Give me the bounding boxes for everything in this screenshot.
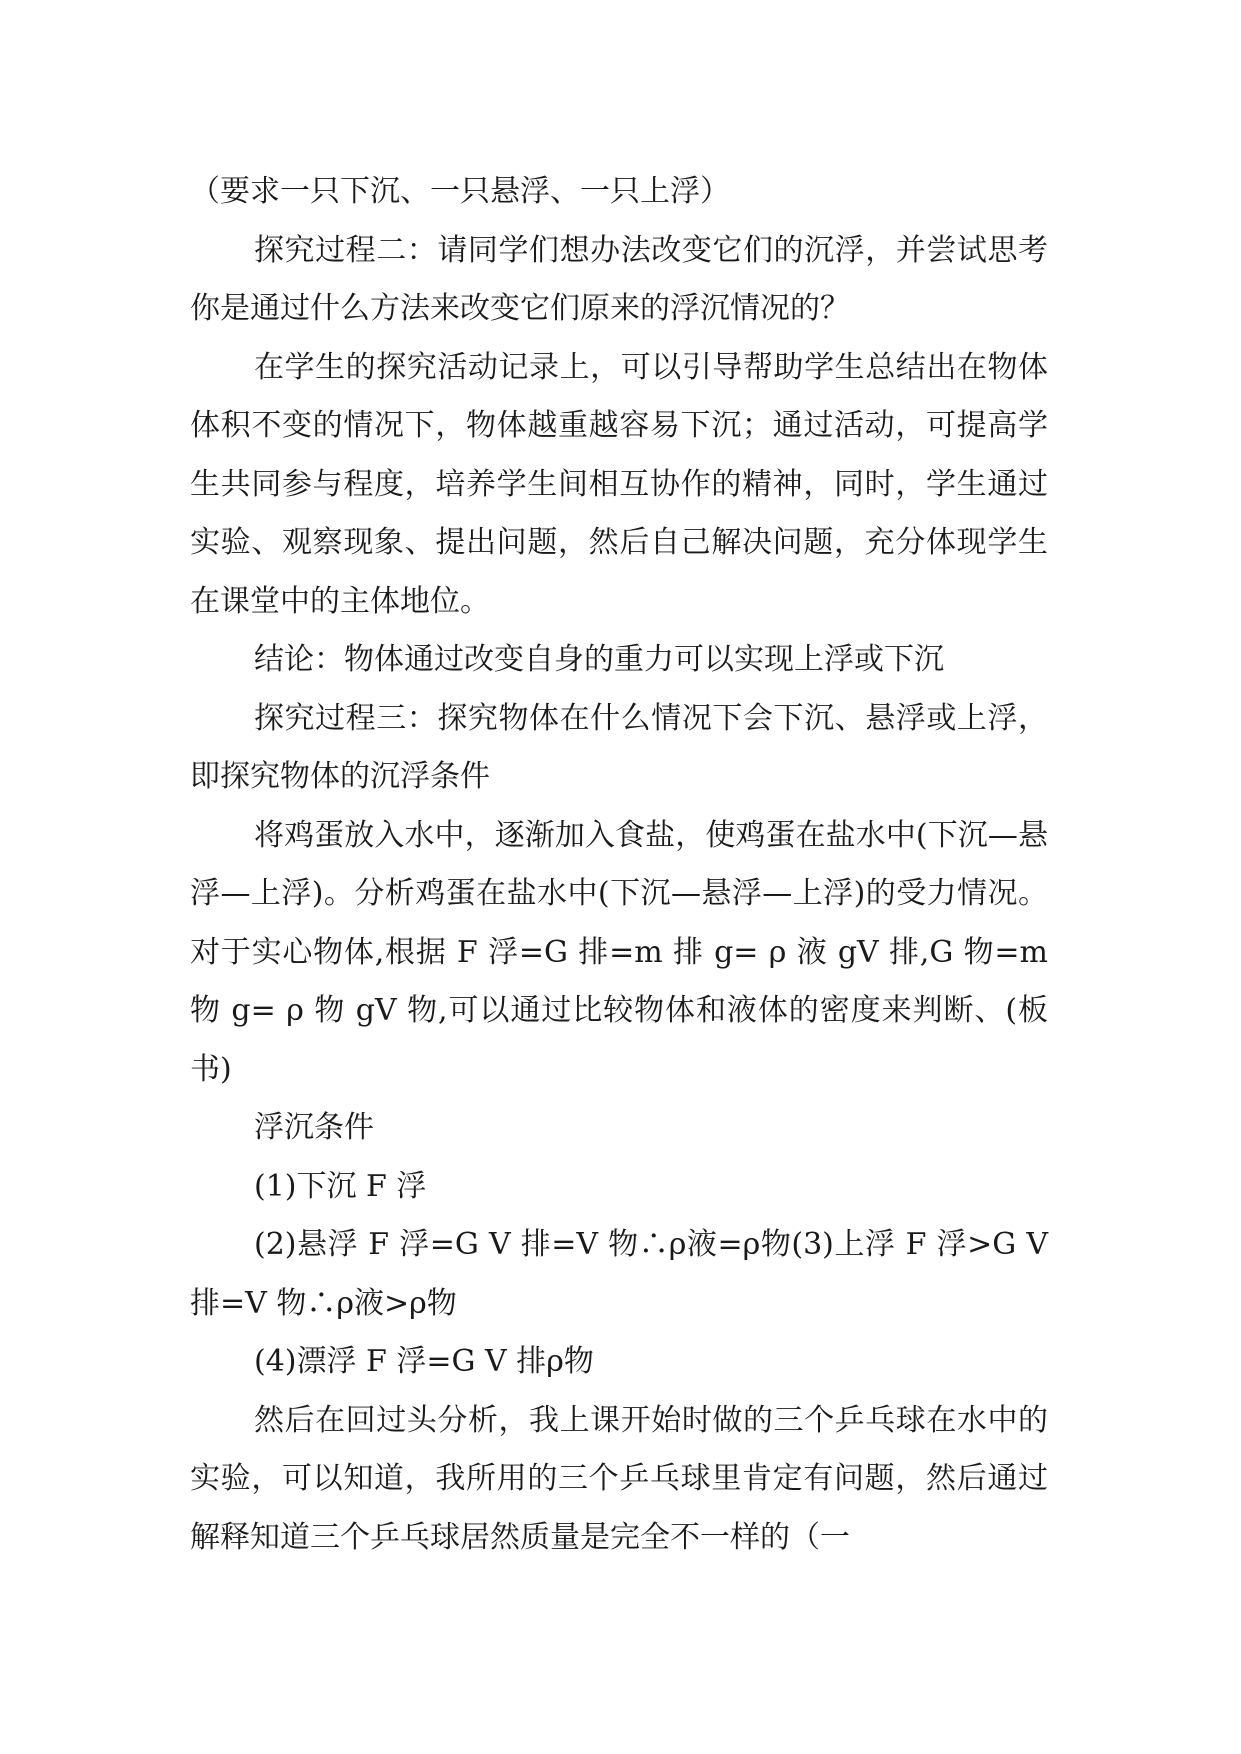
paragraph-conditions-heading: 浮沉条件 xyxy=(254,1110,374,1145)
paragraph-condition-suspend-float: (2)悬浮 F 浮=G V 排=V 物∴ρ液=ρ物(3)上浮 F 浮>G V 排=V 物∴ρ液>ρ物 xyxy=(190,1227,1048,1321)
paragraph-requirement: （要求一只下沉、一只悬浮、一只上浮） xyxy=(190,174,730,209)
paragraph-summary: 在学生的探究活动记录上，可以引导帮助学生总结出在物体体积不变的情况下，物体越重越容易下沉；通过活动，可提高学生共同参与程度，培养学生间相互协作的精神，同时，学生通过实验、观察现象、提出问题，然后自己解决问题，充分体现学生在课堂中的主体地位。 xyxy=(190,349,1048,619)
paragraph-analysis: 然后在回过头分析，我上课开始时做的三个乒乓球在水中的实验，可以知道，我所用的三个乒乓球里肯定有问题，然后通过解释知道三个乒乓球居然质量是完全不一样的（一 xyxy=(190,1402,1048,1555)
paragraph-process-two: 探究过程二：请同学们想办法改变它们的沉浮，并尝试思考你是通过什么方法来改变它们原来的浮沉情况的？ xyxy=(190,232,1048,326)
paragraph-conclusion: 结论：物体通过改变自身的重力可以实现上浮或下沉 xyxy=(254,642,944,677)
document-body xyxy=(190,163,1048,1567)
paragraph-condition-floating: (4)漂浮 F 浮=G V 排ρ物 xyxy=(254,1344,594,1379)
paragraph-condition-sink: (1)下沉 F 浮 xyxy=(254,1168,427,1204)
paragraph-egg-experiment: 将鸡蛋放入水中，逐渐加入食盐，使鸡蛋在盐水中(下沉—悬浮—上浮)。分析鸡蛋在盐水中(下沉—悬浮—上浮)的受力情况。对于实心物体,根据 F 浮=G 排=m 排 g= ρ 液 gV 排,G 物=m 物 g= ρ 物 gV 物,可以通过比较物体和液体的密度来判断、(板书) xyxy=(190,817,1048,1087)
paragraph-process-three: 探究过程三：探究物体在什么情况下会下沉、悬浮或上浮，即探究物体的沉浮条件 xyxy=(190,700,1048,794)
